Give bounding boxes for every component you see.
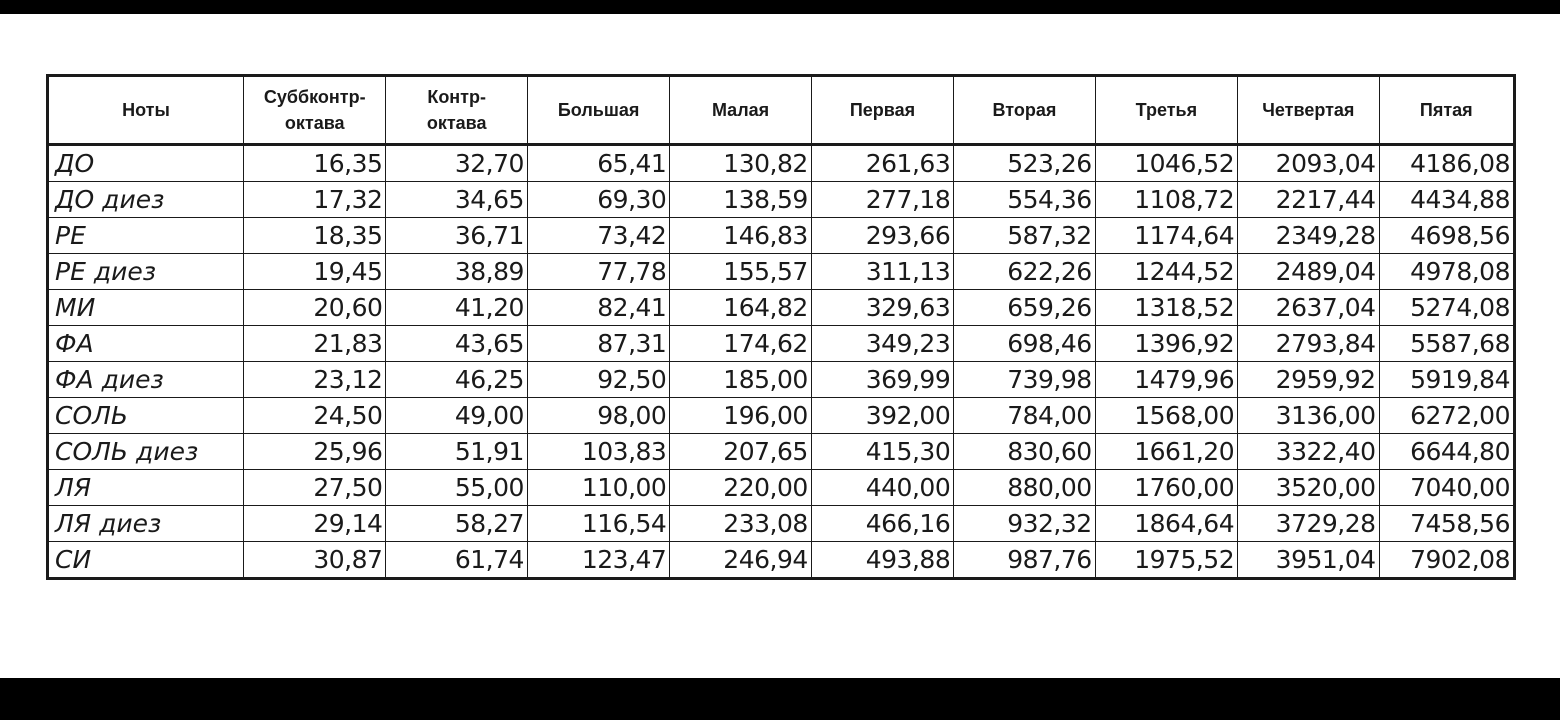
frequency-cell: 82,41 <box>527 290 669 326</box>
frequency-cell: 34,65 <box>386 182 527 218</box>
frequency-cell: 25,96 <box>244 434 386 470</box>
table-header-row <box>48 76 1515 145</box>
frequency-cell: 61,74 <box>386 542 527 579</box>
frequency-cell: 24,50 <box>244 398 386 434</box>
frequency-cell: 98,00 <box>527 398 669 434</box>
frequency-cell: 2489,04 <box>1238 254 1379 290</box>
frequency-cell: 6272,00 <box>1379 398 1514 434</box>
column-header: Малая <box>670 76 811 145</box>
frequency-cell: 46,25 <box>386 362 527 398</box>
frequency-cell: 784,00 <box>954 398 1095 434</box>
frequency-cell: 277,18 <box>811 182 953 218</box>
frequency-cell: 4434,88 <box>1379 182 1514 218</box>
frequency-cell: 7902,08 <box>1379 542 1514 579</box>
frequency-cell: 92,50 <box>527 362 669 398</box>
column-header: Первая <box>811 76 953 145</box>
frequency-cell: 2959,92 <box>1238 362 1379 398</box>
frequency-cell: 369,99 <box>811 362 953 398</box>
frequency-cell: 87,31 <box>527 326 669 362</box>
note-name-cell: ФА <box>48 326 244 362</box>
note-name-cell: ЛЯ диез <box>48 506 244 542</box>
frequency-cell: 1396,92 <box>1095 326 1237 362</box>
frequency-cell: 174,62 <box>670 326 811 362</box>
frequency-cell: 261,63 <box>811 145 953 182</box>
table-row <box>48 218 1515 254</box>
frequency-cell: 29,14 <box>244 506 386 542</box>
frequency-cell: 987,76 <box>954 542 1095 579</box>
frequency-cell: 103,83 <box>527 434 669 470</box>
frequency-cell: 3322,40 <box>1238 434 1379 470</box>
frequency-cell: 293,66 <box>811 218 953 254</box>
frequency-cell: 2793,84 <box>1238 326 1379 362</box>
frequency-cell: 30,87 <box>244 542 386 579</box>
frequency-cell: 1479,96 <box>1095 362 1237 398</box>
table-row <box>48 145 1515 182</box>
table-row <box>48 326 1515 362</box>
frequency-cell: 38,89 <box>386 254 527 290</box>
frequency-cell: 21,83 <box>244 326 386 362</box>
frequency-cell: 4698,56 <box>1379 218 1514 254</box>
frequency-cell: 622,26 <box>954 254 1095 290</box>
frequency-cell: 1318,52 <box>1095 290 1237 326</box>
document-page <box>0 14 1560 678</box>
frequency-cell: 196,00 <box>670 398 811 434</box>
frequency-cell: 3520,00 <box>1238 470 1379 506</box>
frequency-cell: 2637,04 <box>1238 290 1379 326</box>
frequency-cell: 138,59 <box>670 182 811 218</box>
table-row <box>48 506 1515 542</box>
frequency-cell: 698,46 <box>954 326 1095 362</box>
frequency-cell: 65,41 <box>527 145 669 182</box>
frequency-cell: 17,32 <box>244 182 386 218</box>
note-name-cell: СОЛЬ <box>48 398 244 434</box>
frequency-cell: 18,35 <box>244 218 386 254</box>
frequency-cell: 69,30 <box>527 182 669 218</box>
frequency-cell: 246,94 <box>670 542 811 579</box>
frequency-cell: 27,50 <box>244 470 386 506</box>
note-name-cell: РЕ <box>48 218 244 254</box>
note-name-cell: СОЛЬ диез <box>48 434 244 470</box>
frequency-cell: 659,26 <box>954 290 1095 326</box>
frequency-cell: 5274,08 <box>1379 290 1514 326</box>
frequency-cell: 155,57 <box>670 254 811 290</box>
frequency-cell: 73,42 <box>527 218 669 254</box>
table-row <box>48 290 1515 326</box>
frequency-cell: 20,60 <box>244 290 386 326</box>
frequency-cell: 1661,20 <box>1095 434 1237 470</box>
note-name-cell: ФА диез <box>48 362 244 398</box>
frequency-cell: 739,98 <box>954 362 1095 398</box>
frequency-cell: 1760,00 <box>1095 470 1237 506</box>
frequency-cell: 43,65 <box>386 326 527 362</box>
frequency-cell: 1864,64 <box>1095 506 1237 542</box>
note-name-cell: ДО <box>48 145 244 182</box>
frequency-cell: 207,65 <box>670 434 811 470</box>
frequency-cell: 523,26 <box>954 145 1095 182</box>
frequency-cell: 932,32 <box>954 506 1095 542</box>
note-name-cell: РЕ диез <box>48 254 244 290</box>
frequency-cell: 587,32 <box>954 218 1095 254</box>
frequency-cell: 3136,00 <box>1238 398 1379 434</box>
frequency-cell: 55,00 <box>386 470 527 506</box>
note-name-cell: ЛЯ <box>48 470 244 506</box>
frequency-cell: 1108,72 <box>1095 182 1237 218</box>
frequency-cell: 4978,08 <box>1379 254 1514 290</box>
frequency-cell: 77,78 <box>527 254 669 290</box>
column-header: Большая <box>527 76 669 145</box>
frequency-cell: 3729,28 <box>1238 506 1379 542</box>
note-name-cell: МИ <box>48 290 244 326</box>
frequency-cell: 36,71 <box>386 218 527 254</box>
frequency-cell: 2349,28 <box>1238 218 1379 254</box>
frequency-cell: 19,45 <box>244 254 386 290</box>
frequency-cell: 3951,04 <box>1238 542 1379 579</box>
frequency-cell: 5587,68 <box>1379 326 1514 362</box>
frequency-cell: 23,12 <box>244 362 386 398</box>
table-row <box>48 542 1515 579</box>
frequency-cell: 392,00 <box>811 398 953 434</box>
frequency-cell: 233,08 <box>670 506 811 542</box>
frequency-cell: 7040,00 <box>1379 470 1514 506</box>
frequency-cell: 880,00 <box>954 470 1095 506</box>
frequency-cell: 51,91 <box>386 434 527 470</box>
frequency-cell: 5919,84 <box>1379 362 1514 398</box>
frequency-cell: 466,16 <box>811 506 953 542</box>
frequency-cell: 1244,52 <box>1095 254 1237 290</box>
frequency-cell: 110,00 <box>527 470 669 506</box>
column-header: Третья <box>1095 76 1237 145</box>
frequency-cell: 4186,08 <box>1379 145 1514 182</box>
column-header: Суббконтр- октава <box>244 76 386 145</box>
note-frequency-table <box>46 74 1516 580</box>
frequency-cell: 830,60 <box>954 434 1095 470</box>
column-header: Пятая <box>1379 76 1514 145</box>
frequency-cell: 185,00 <box>670 362 811 398</box>
table-row <box>48 362 1515 398</box>
frequency-cell: 1568,00 <box>1095 398 1237 434</box>
table-row <box>48 470 1515 506</box>
frequency-cell: 49,00 <box>386 398 527 434</box>
frequency-cell: 220,00 <box>670 470 811 506</box>
frequency-cell: 554,36 <box>954 182 1095 218</box>
frequency-cell: 493,88 <box>811 542 953 579</box>
table-row <box>48 434 1515 470</box>
frequency-cell: 7458,56 <box>1379 506 1514 542</box>
column-header: Контр- октава <box>386 76 527 145</box>
frequency-cell: 116,54 <box>527 506 669 542</box>
column-header: Ноты <box>48 76 244 145</box>
frequency-cell: 58,27 <box>386 506 527 542</box>
frequency-cell: 349,23 <box>811 326 953 362</box>
frequency-cell: 1174,64 <box>1095 218 1237 254</box>
table-row <box>48 182 1515 218</box>
frequency-cell: 6644,80 <box>1379 434 1514 470</box>
frequency-cell: 1975,52 <box>1095 542 1237 579</box>
frequency-cell: 123,47 <box>527 542 669 579</box>
frequency-cell: 1046,52 <box>1095 145 1237 182</box>
frequency-cell: 146,83 <box>670 218 811 254</box>
frequency-cell: 440,00 <box>811 470 953 506</box>
frequency-cell: 32,70 <box>386 145 527 182</box>
table-row <box>48 398 1515 434</box>
frequency-cell: 329,63 <box>811 290 953 326</box>
frequency-cell: 16,35 <box>244 145 386 182</box>
note-name-cell: СИ <box>48 542 244 579</box>
frequency-cell: 164,82 <box>670 290 811 326</box>
table-row <box>48 254 1515 290</box>
frequency-cell: 41,20 <box>386 290 527 326</box>
column-header: Четвертая <box>1238 76 1379 145</box>
frequency-cell: 2093,04 <box>1238 145 1379 182</box>
frequency-cell: 130,82 <box>670 145 811 182</box>
table-body <box>48 145 1515 579</box>
frequency-cell: 311,13 <box>811 254 953 290</box>
column-header: Вторая <box>954 76 1095 145</box>
frequency-cell: 415,30 <box>811 434 953 470</box>
frequency-cell: 2217,44 <box>1238 182 1379 218</box>
note-name-cell: ДО диез <box>48 182 244 218</box>
